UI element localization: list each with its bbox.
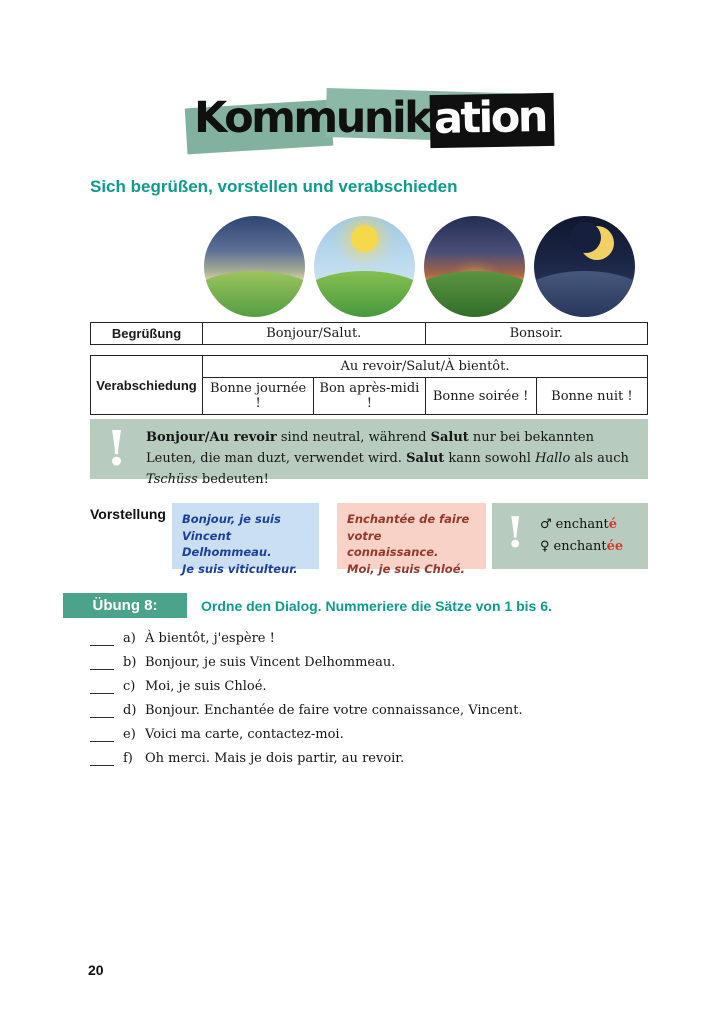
speech-line: Bonjour, je suis <box>182 512 281 526</box>
speech-line: Enchantée de faire <box>347 512 470 526</box>
item-text: Bonjour, je suis Vincent Delhommeau. <box>145 655 396 670</box>
item-letter: b) <box>123 655 137 670</box>
female-symbol: ♀ <box>540 539 550 555</box>
speech-line: Vincent Delhommeau. <box>182 528 272 560</box>
gender-lines <box>540 514 623 558</box>
hill-shape <box>314 271 415 317</box>
item-letter: f) <box>123 751 133 766</box>
female-word: enchant <box>553 539 607 555</box>
answer-blank[interactable] <box>90 752 114 766</box>
exercise-item <box>90 655 523 670</box>
speech-bubble-chloe <box>337 503 486 577</box>
introduction-label: Vorstellung <box>90 506 166 522</box>
title-white-part: ation <box>430 93 555 148</box>
speech-line: Moi, je suis Chloé. <box>347 562 465 577</box>
table-cell: Bonne nuit ! <box>536 378 647 415</box>
info-text-segment: als auch <box>570 450 629 466</box>
page-title-area <box>186 88 554 156</box>
info-text-segment: Hallo <box>535 450 571 466</box>
table-cell: Bonne soirée ! <box>425 378 536 415</box>
table-cell: Bonsoir. <box>425 323 648 345</box>
farewell-label: Verabschiedung <box>91 356 203 415</box>
exercise-item <box>90 727 523 742</box>
male-suffix: é <box>608 517 618 532</box>
info-text-segment: sind neutral, während <box>276 430 431 445</box>
sun-icon <box>351 225 378 252</box>
sunset-icon <box>424 216 525 317</box>
exercise-item <box>90 751 523 766</box>
moon-icon <box>580 226 614 260</box>
exclamation-icon: ! <box>506 508 525 557</box>
info-text-segment: nur bei bekannten Leuten, die man duzt, verwendet wird. <box>146 430 594 466</box>
male-word: enchant <box>555 517 609 532</box>
female-suffix: ée <box>606 539 624 555</box>
male-symbol: ♂ <box>540 517 552 532</box>
table-cell: Bon après-midi ! <box>314 378 425 415</box>
info-text-segment: kann sowohl <box>444 450 536 466</box>
item-letter: c) <box>123 679 136 694</box>
night-icon <box>534 216 635 317</box>
item-text: Bonjour. Enchantée de faire votre connaissance, Vincent. <box>145 703 523 718</box>
item-text: Oh merci. Mais je dois partir, au revoir. <box>145 751 405 766</box>
gender-note-box <box>492 503 648 569</box>
speech-line: votre connaissance. <box>347 528 439 560</box>
info-text-segment: Salut <box>430 430 469 445</box>
female-line <box>540 536 623 558</box>
title-black-part: Kommunik <box>194 93 431 143</box>
info-text <box>146 428 636 490</box>
info-text-segment: Tschüss <box>146 471 198 487</box>
answer-blank[interactable] <box>90 632 114 646</box>
greeting-label: Begrüßung <box>91 323 203 345</box>
male-line <box>540 514 623 536</box>
answer-blank[interactable] <box>90 680 114 694</box>
hill-shape <box>424 271 525 317</box>
item-text: Moi, je suis Chloé. <box>145 679 267 694</box>
exercise-list <box>90 631 523 775</box>
info-text-segment: Bonjour/Au revoir <box>146 430 277 445</box>
greeting-table <box>90 322 648 345</box>
time-of-day-images <box>204 216 635 317</box>
info-text-segment: bedeuten! <box>197 471 269 487</box>
exercise-item <box>90 703 523 718</box>
item-letter: d) <box>123 703 137 718</box>
exercise-item <box>90 679 523 694</box>
exercise-badge: Übung 8: <box>63 593 187 618</box>
table-cell: Bonne journée ! <box>203 378 314 415</box>
sunrise-icon <box>204 216 305 317</box>
table-cell: Au revoir/Salut/À bientôt. <box>203 356 648 378</box>
exercise-item <box>90 631 523 646</box>
hill-shape <box>534 271 635 317</box>
answer-blank[interactable] <box>90 656 114 670</box>
page-number: 20 <box>88 962 104 978</box>
item-text: Voici ma carte, contactez-moi. <box>145 727 344 742</box>
info-box <box>90 419 648 487</box>
info-text-segment: Salut <box>406 450 445 466</box>
item-letter: a) <box>123 631 136 646</box>
exercise-instruction: Ordne den Dialog. Nummeriere die Sätze von 1 bis 6. <box>201 598 552 614</box>
table-cell: Bonjour/Salut. <box>203 323 426 345</box>
item-text: À bientôt, j'espère ! <box>145 631 275 646</box>
speech-line: Je suis viticulteur. <box>182 562 298 577</box>
item-letter: e) <box>123 727 136 742</box>
section-heading: Sich begrüßen, vorstellen und verabschieden <box>90 177 458 196</box>
page-title <box>194 94 554 147</box>
hill-shape <box>204 271 305 317</box>
farewell-table <box>90 355 648 415</box>
exclamation-icon: ! <box>106 421 128 477</box>
answer-blank[interactable] <box>90 728 114 742</box>
answer-blank[interactable] <box>90 704 114 718</box>
daytime-icon <box>314 216 415 317</box>
speech-bubble-vincent <box>172 503 319 577</box>
